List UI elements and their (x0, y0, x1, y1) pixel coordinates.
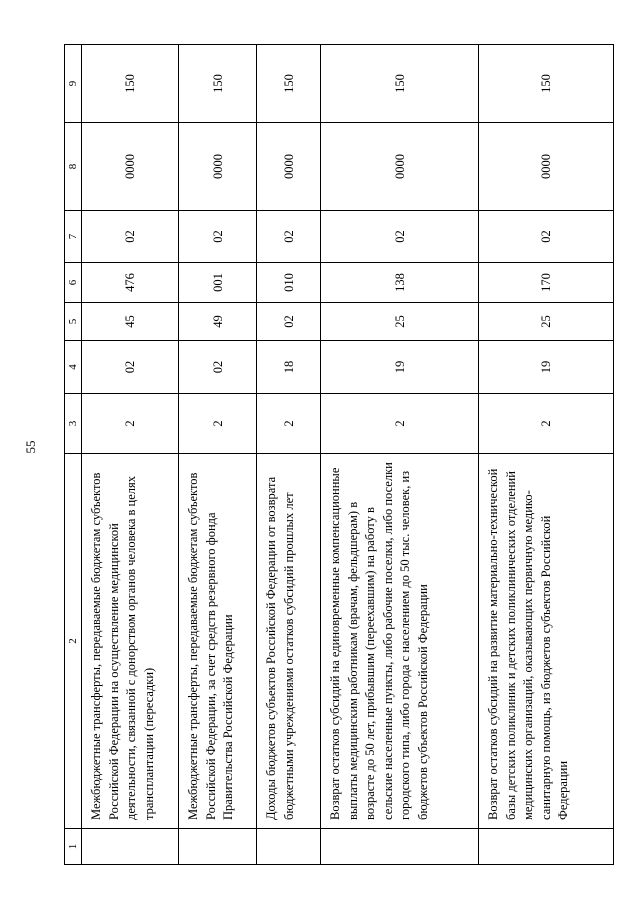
cell-code-5: 49 (179, 303, 257, 341)
cell-code-3: 2 (82, 394, 179, 454)
cell-code-4: 19 (479, 341, 614, 394)
cell-code-3: 2 (479, 394, 614, 454)
cell-code-8: 0000 (82, 123, 179, 211)
table-row (82, 45, 179, 865)
cell-code-4: 02 (179, 341, 257, 394)
cell-description: Возврат остатков субсидий на единовременные компенсационные выплаты медицинским работникам (врачам, фельдшерам) в возрасте до 50 лет, прибывшим (переехавшим) на работу в сельские населенные пункты, либо рабочие поселки, либо поселки городского типа, либо города с населением до 50 тыс. человек, из бюджетов субъектов Российской Федерации (321, 454, 479, 829)
cell-code-8: 0000 (479, 123, 614, 211)
header-cell: 1 (65, 829, 82, 865)
cell-code-5: 45 (82, 303, 179, 341)
cell-code-4: 02 (82, 341, 179, 394)
cell-code-6: 476 (82, 263, 179, 303)
table-wrapper (64, 45, 612, 865)
cell-code-9: 150 (82, 45, 179, 123)
cell-code-7: 02 (257, 211, 321, 263)
cell-code-7: 02 (82, 211, 179, 263)
cell-code-8: 0000 (179, 123, 257, 211)
cell-code-9: 150 (479, 45, 614, 123)
cell-col1 (479, 829, 614, 865)
cell-code-9: 150 (257, 45, 321, 123)
cell-code-7: 02 (179, 211, 257, 263)
cell-description: Межбюджетные трансферты, передаваемые бюджетам субъектов Российской Федерации на осуществление медицинской деятельности, связанной с донорством органов человека в целях трансплантации (пересадки) (82, 454, 179, 829)
cell-code-8: 0000 (257, 123, 321, 211)
cell-code-4: 18 (257, 341, 321, 394)
cell-code-6: 170 (479, 263, 614, 303)
header-cell: 2 (65, 454, 82, 829)
table-row (179, 45, 257, 865)
cell-code-4: 19 (321, 341, 479, 394)
header-cell: 6 (65, 263, 82, 303)
cell-code-5: 25 (321, 303, 479, 341)
cell-code-8: 0000 (321, 123, 479, 211)
cell-code-9: 150 (179, 45, 257, 123)
cell-description: Доходы бюджетов субъектов Российской Федерации от возврата бюджетными учреждениями остатков субсидий прошлых лет (257, 454, 321, 829)
page-number: 55 (23, 440, 38, 454)
cell-col1 (82, 829, 179, 865)
cell-col1 (179, 829, 257, 865)
cell-code-9: 150 (321, 45, 479, 123)
header-cell: 8 (65, 123, 82, 211)
cell-col1 (257, 829, 321, 865)
header-cell: 4 (65, 341, 82, 394)
cell-description: Межбюджетные трансферты, передаваемые бюджетам субъектов Российской Федерации, за счет средств резервного фонда Правительства Российской Федерации (179, 454, 257, 829)
cell-code-5: 25 (479, 303, 614, 341)
header-cell: 7 (65, 211, 82, 263)
cell-code-3: 2 (321, 394, 479, 454)
table-row (479, 45, 614, 865)
cell-code-7: 02 (321, 211, 479, 263)
cell-code-6: 001 (179, 263, 257, 303)
budget-classification-table (64, 44, 614, 865)
cell-code-5: 02 (257, 303, 321, 341)
cell-col1 (321, 829, 479, 865)
header-cell: 9 (65, 45, 82, 123)
header-cell: 3 (65, 394, 82, 454)
cell-code-7: 02 (479, 211, 614, 263)
cell-code-3: 2 (179, 394, 257, 454)
header-cell: 5 (65, 303, 82, 341)
cell-code-6: 010 (257, 263, 321, 303)
cell-code-3: 2 (257, 394, 321, 454)
cell-code-6: 138 (321, 263, 479, 303)
table-row (257, 45, 321, 865)
header-row (65, 45, 82, 865)
cell-description: Возврат остатков субсидий на развитие материально-технической базы детских поликлиник и детских поликлинических отделений медицинских организаций, оказывающих первичную медико-санитарную помощь, из бюджетов субъектов Российской Федерации (479, 454, 614, 829)
table-row (321, 45, 479, 865)
